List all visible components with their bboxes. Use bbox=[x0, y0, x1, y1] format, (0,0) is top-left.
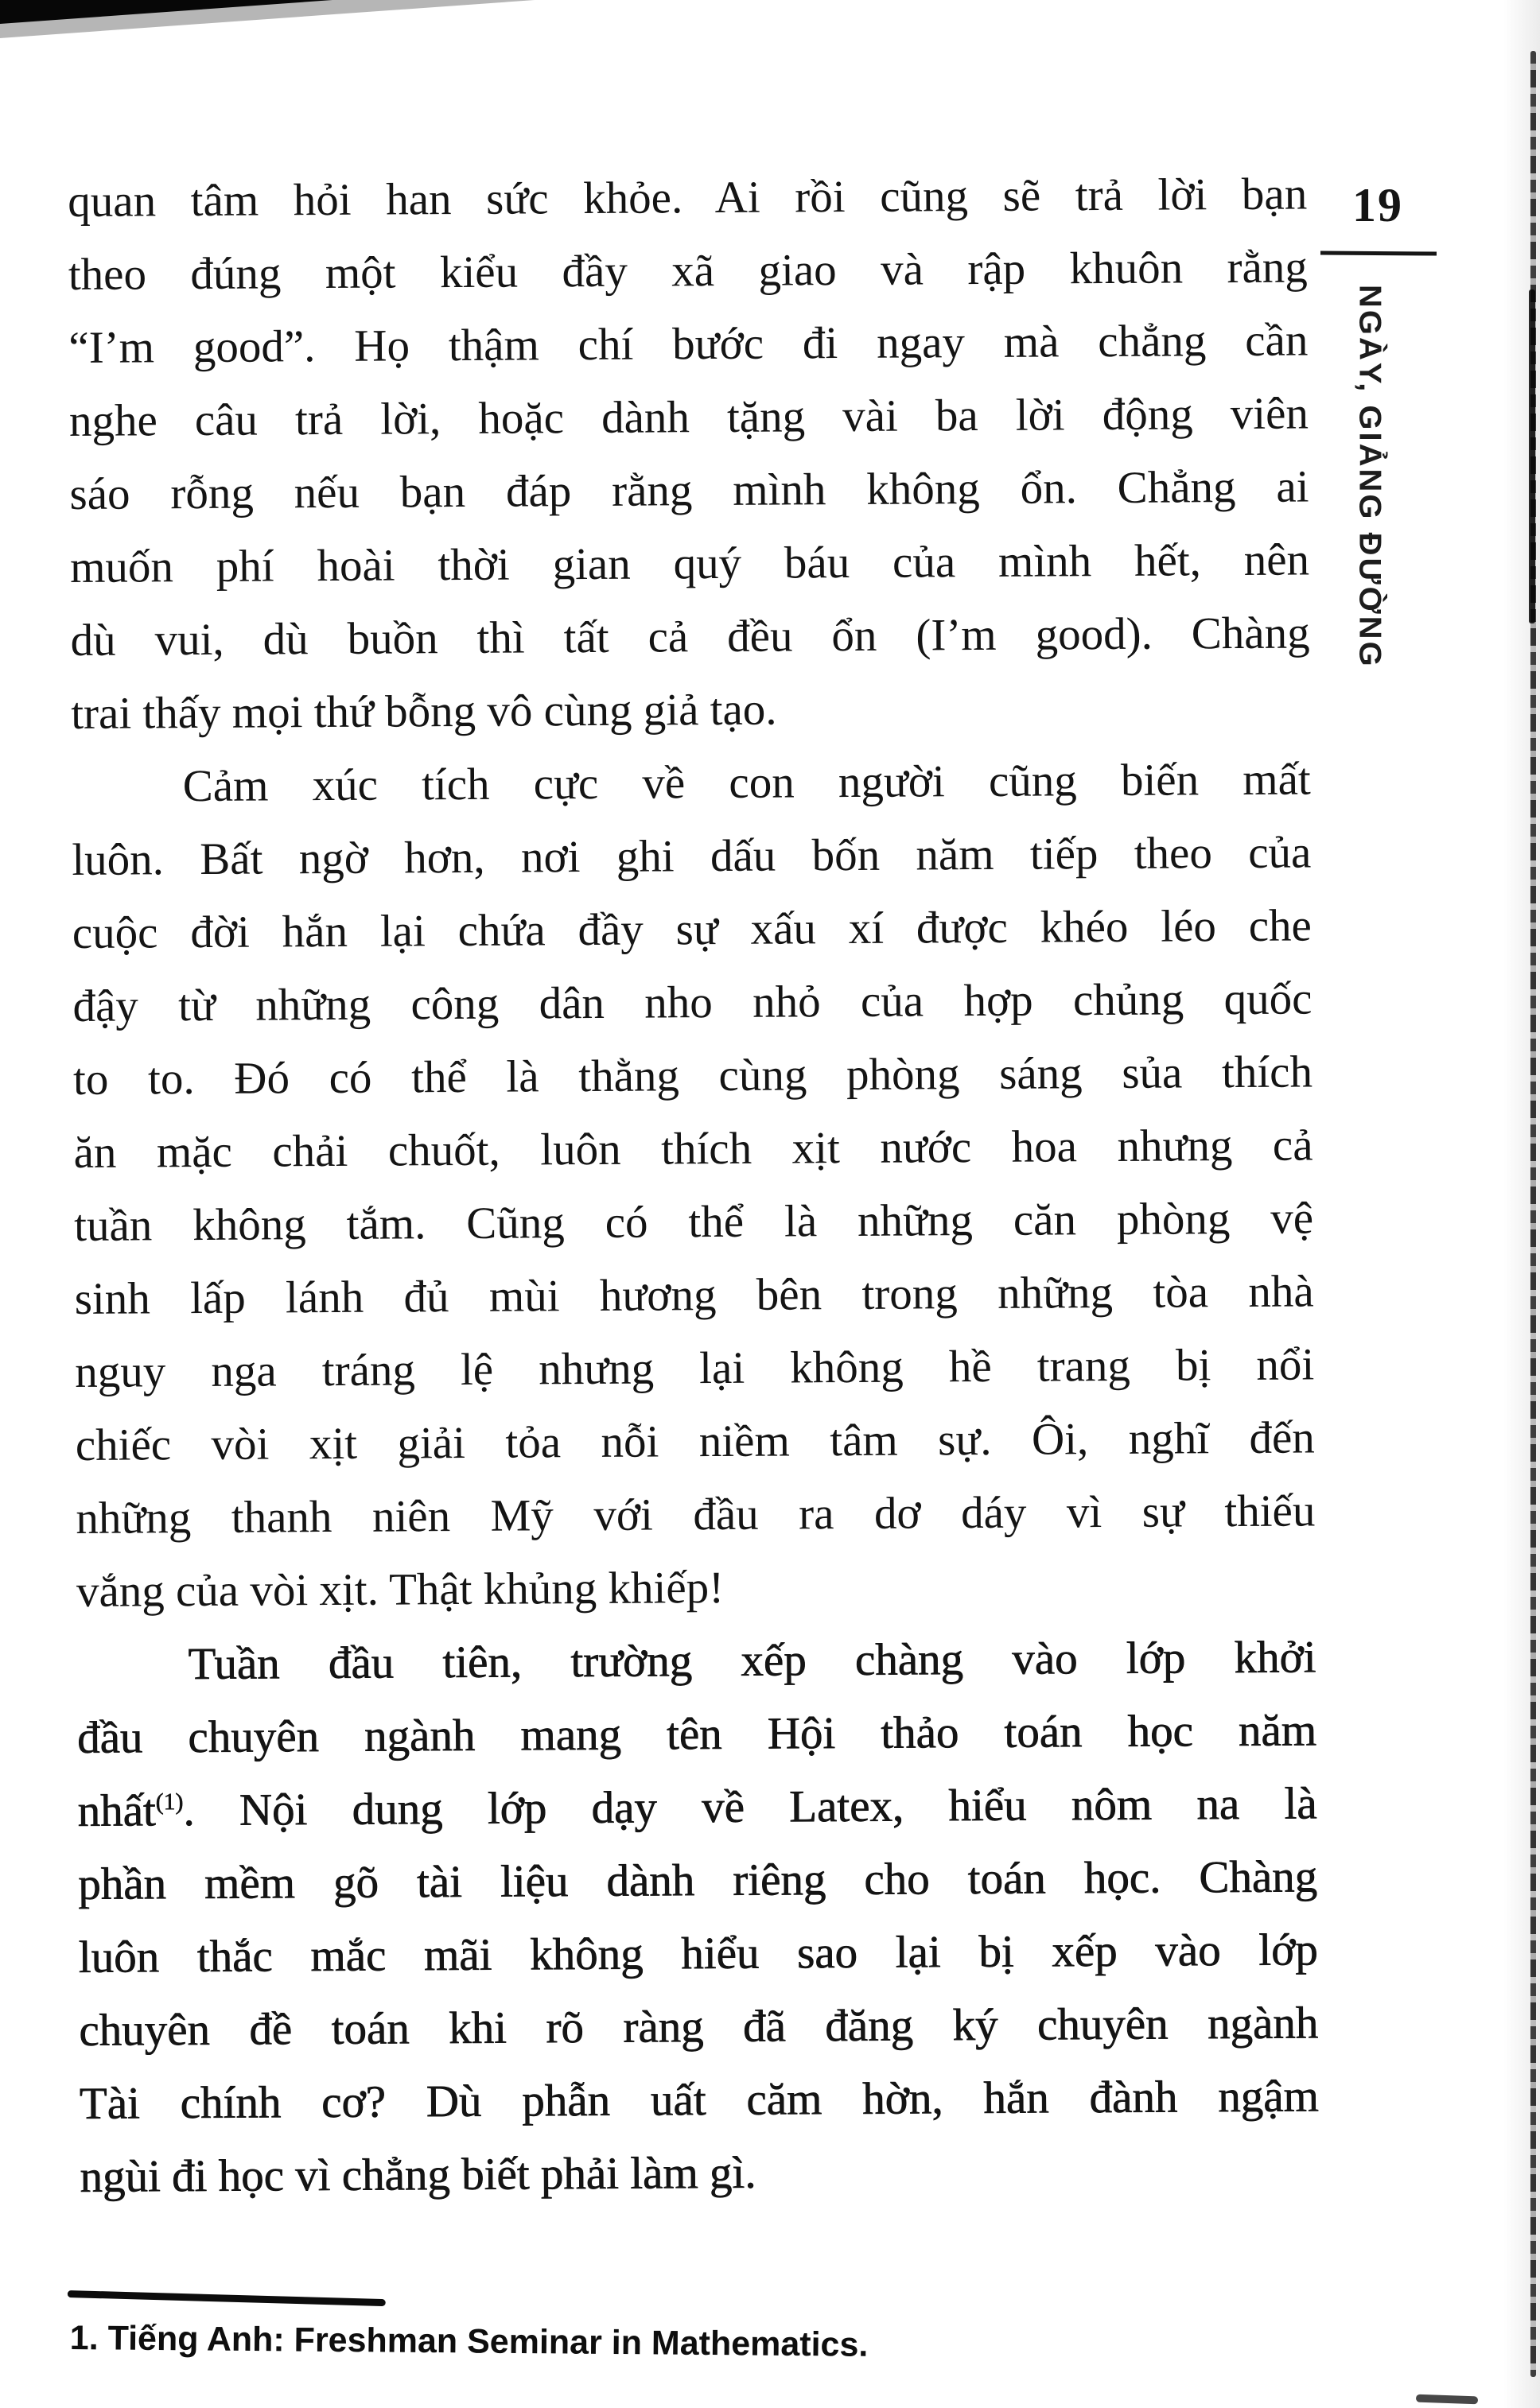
scan-artifact-bottom-smudge bbox=[1416, 2394, 1478, 2405]
body-line bbox=[78, 1840, 1318, 1921]
body-line-text: quan tâm hỏi han sức khỏe. Ai rồi cũng sẽ trả lời bạn bbox=[68, 169, 1308, 227]
body-line-text: chuyên đề toán khi rõ ràng đã đăng ký chuyên ngành bbox=[79, 1998, 1319, 2056]
page-number: 19 bbox=[1352, 179, 1403, 231]
scan-artifact-right-edge bbox=[1530, 51, 1536, 2377]
body-line bbox=[76, 1621, 1316, 1702]
body-line-text: nhất bbox=[77, 1785, 156, 1836]
body-line bbox=[71, 743, 1311, 824]
body-line bbox=[68, 304, 1309, 385]
body-line bbox=[76, 1401, 1316, 1482]
body-line bbox=[70, 523, 1310, 604]
body-line-text: Cảm xúc tích cực về con người cũng biến mất bbox=[182, 754, 1311, 812]
body-line-text: đầu chuyên ngành mang tên Hội thảo toán học năm bbox=[76, 1705, 1317, 1763]
footnote-text: 1. Tiếng Anh: Freshman Seminar in Mathematics. bbox=[69, 2319, 869, 2364]
body-line-text: sinh lấp lánh đủ mùi hương bên trong những tòa nhà bbox=[74, 1266, 1314, 1324]
body-line bbox=[71, 670, 1311, 751]
body-line bbox=[69, 377, 1309, 458]
header-rule bbox=[1320, 251, 1437, 255]
body-line bbox=[68, 231, 1309, 312]
body-line-text: muốn phí hoài thời gian quý báu của mình hết, nên bbox=[69, 534, 1310, 592]
body-line-text: dù vui, dù buồn thì tất cả đều ổn (I’m good). Chàng bbox=[70, 608, 1310, 666]
body-line bbox=[72, 816, 1312, 897]
body-line-text: to to. Đó có thể là thằng cùng phòng sáng sủa thích bbox=[72, 1047, 1313, 1105]
body-line bbox=[74, 1182, 1314, 1263]
body-line-text: luôn. Bất ngờ hơn, nơi ghi dấu bốn năm tiếp theo của bbox=[72, 827, 1312, 885]
body-line-text: cuộc đời hắn lại chứa đầy sự xấu xí được khéo léo che bbox=[72, 900, 1312, 958]
body-line bbox=[75, 1328, 1315, 1409]
body-line bbox=[68, 157, 1308, 239]
body-line-text: phần mềm gõ tài liệu dành riêng cho toán học. Chàng bbox=[78, 1851, 1318, 1909]
body-line-text: những thanh niên Mỹ với đầu ra dơ dáy vì sự thiếu bbox=[76, 1486, 1316, 1544]
body-line bbox=[77, 1767, 1317, 1848]
footnote-rule bbox=[68, 2290, 386, 2306]
body-line bbox=[70, 596, 1310, 678]
body-line-text: sáo rỗng nếu bạn đáp rằng mình không ổn. Chẳng ai bbox=[69, 461, 1309, 519]
running-title-vertical: NGÀY, GIẢNG ĐƯỜNG bbox=[1352, 285, 1387, 669]
body-line-text: theo đúng một kiểu đầy xã giao và rập khuôn rằng bbox=[68, 242, 1309, 300]
body-line-text: ăn mặc chải chuốt, luôn thích xịt nước hoa nhưng cả bbox=[73, 1120, 1313, 1178]
body-text bbox=[68, 157, 1320, 2213]
body-line-text: chiếc vòi xịt giải tỏa nỗi niềm tâm sự. Ôi, nghĩ đến bbox=[75, 1412, 1315, 1470]
body-line bbox=[79, 1987, 1319, 2068]
body-line-text: Tuần đầu tiên, trường xếp chàng vào lớp khởi bbox=[188, 1632, 1316, 1690]
body-line bbox=[76, 1474, 1316, 1555]
body-line-text: vắng của vòi xịt. Thật khủng khiếp! bbox=[76, 1562, 725, 1617]
body-line-text: đậy từ những công dân nho nhỏ của hợp chủng quốc bbox=[72, 973, 1312, 1031]
body-line-text: “I’m good”. Họ thậm chí bước đi ngay mà chẳng cần bbox=[68, 315, 1309, 373]
body-line bbox=[77, 1694, 1317, 1775]
body-line-text: ngùi đi học vì chẳng biết phải làm gì. bbox=[80, 2147, 756, 2202]
body-line-text: nguy nga tráng lệ nhưng lại không hề trang bị nổi bbox=[75, 1339, 1315, 1397]
body-line-text: trai thấy mọi thứ bỗng vô cùng giả tạo. bbox=[71, 684, 777, 739]
body-line bbox=[80, 2133, 1320, 2214]
body-line-text: . Nội dung lớp dạy về Latex, hiểu nôm na là bbox=[183, 1778, 1317, 1836]
body-line bbox=[73, 1035, 1313, 1117]
body-line bbox=[78, 1913, 1318, 1994]
body-line bbox=[73, 1109, 1313, 1190]
body-line bbox=[80, 2060, 1320, 2141]
body-line-text: Tài chính cơ? Dù phẫn uất căm hờn, hắn đành ngậm bbox=[79, 2071, 1320, 2129]
body-line bbox=[72, 962, 1312, 1043]
footnote-marker: (1) bbox=[155, 1789, 184, 1816]
body-line bbox=[69, 450, 1309, 531]
body-line bbox=[76, 1548, 1316, 1629]
body-line bbox=[72, 889, 1312, 970]
body-line bbox=[74, 1255, 1314, 1336]
body-line-text: tuần không tắm. Cũng có thể là những căn phòng vệ bbox=[73, 1193, 1314, 1251]
body-line-text: luôn thắc mắc mãi không hiểu sao lại bị xếp vào lớp bbox=[78, 1924, 1318, 1983]
body-line-text: nghe câu trả lời, hoặc dành tặng vài ba lời động viên bbox=[68, 388, 1309, 446]
